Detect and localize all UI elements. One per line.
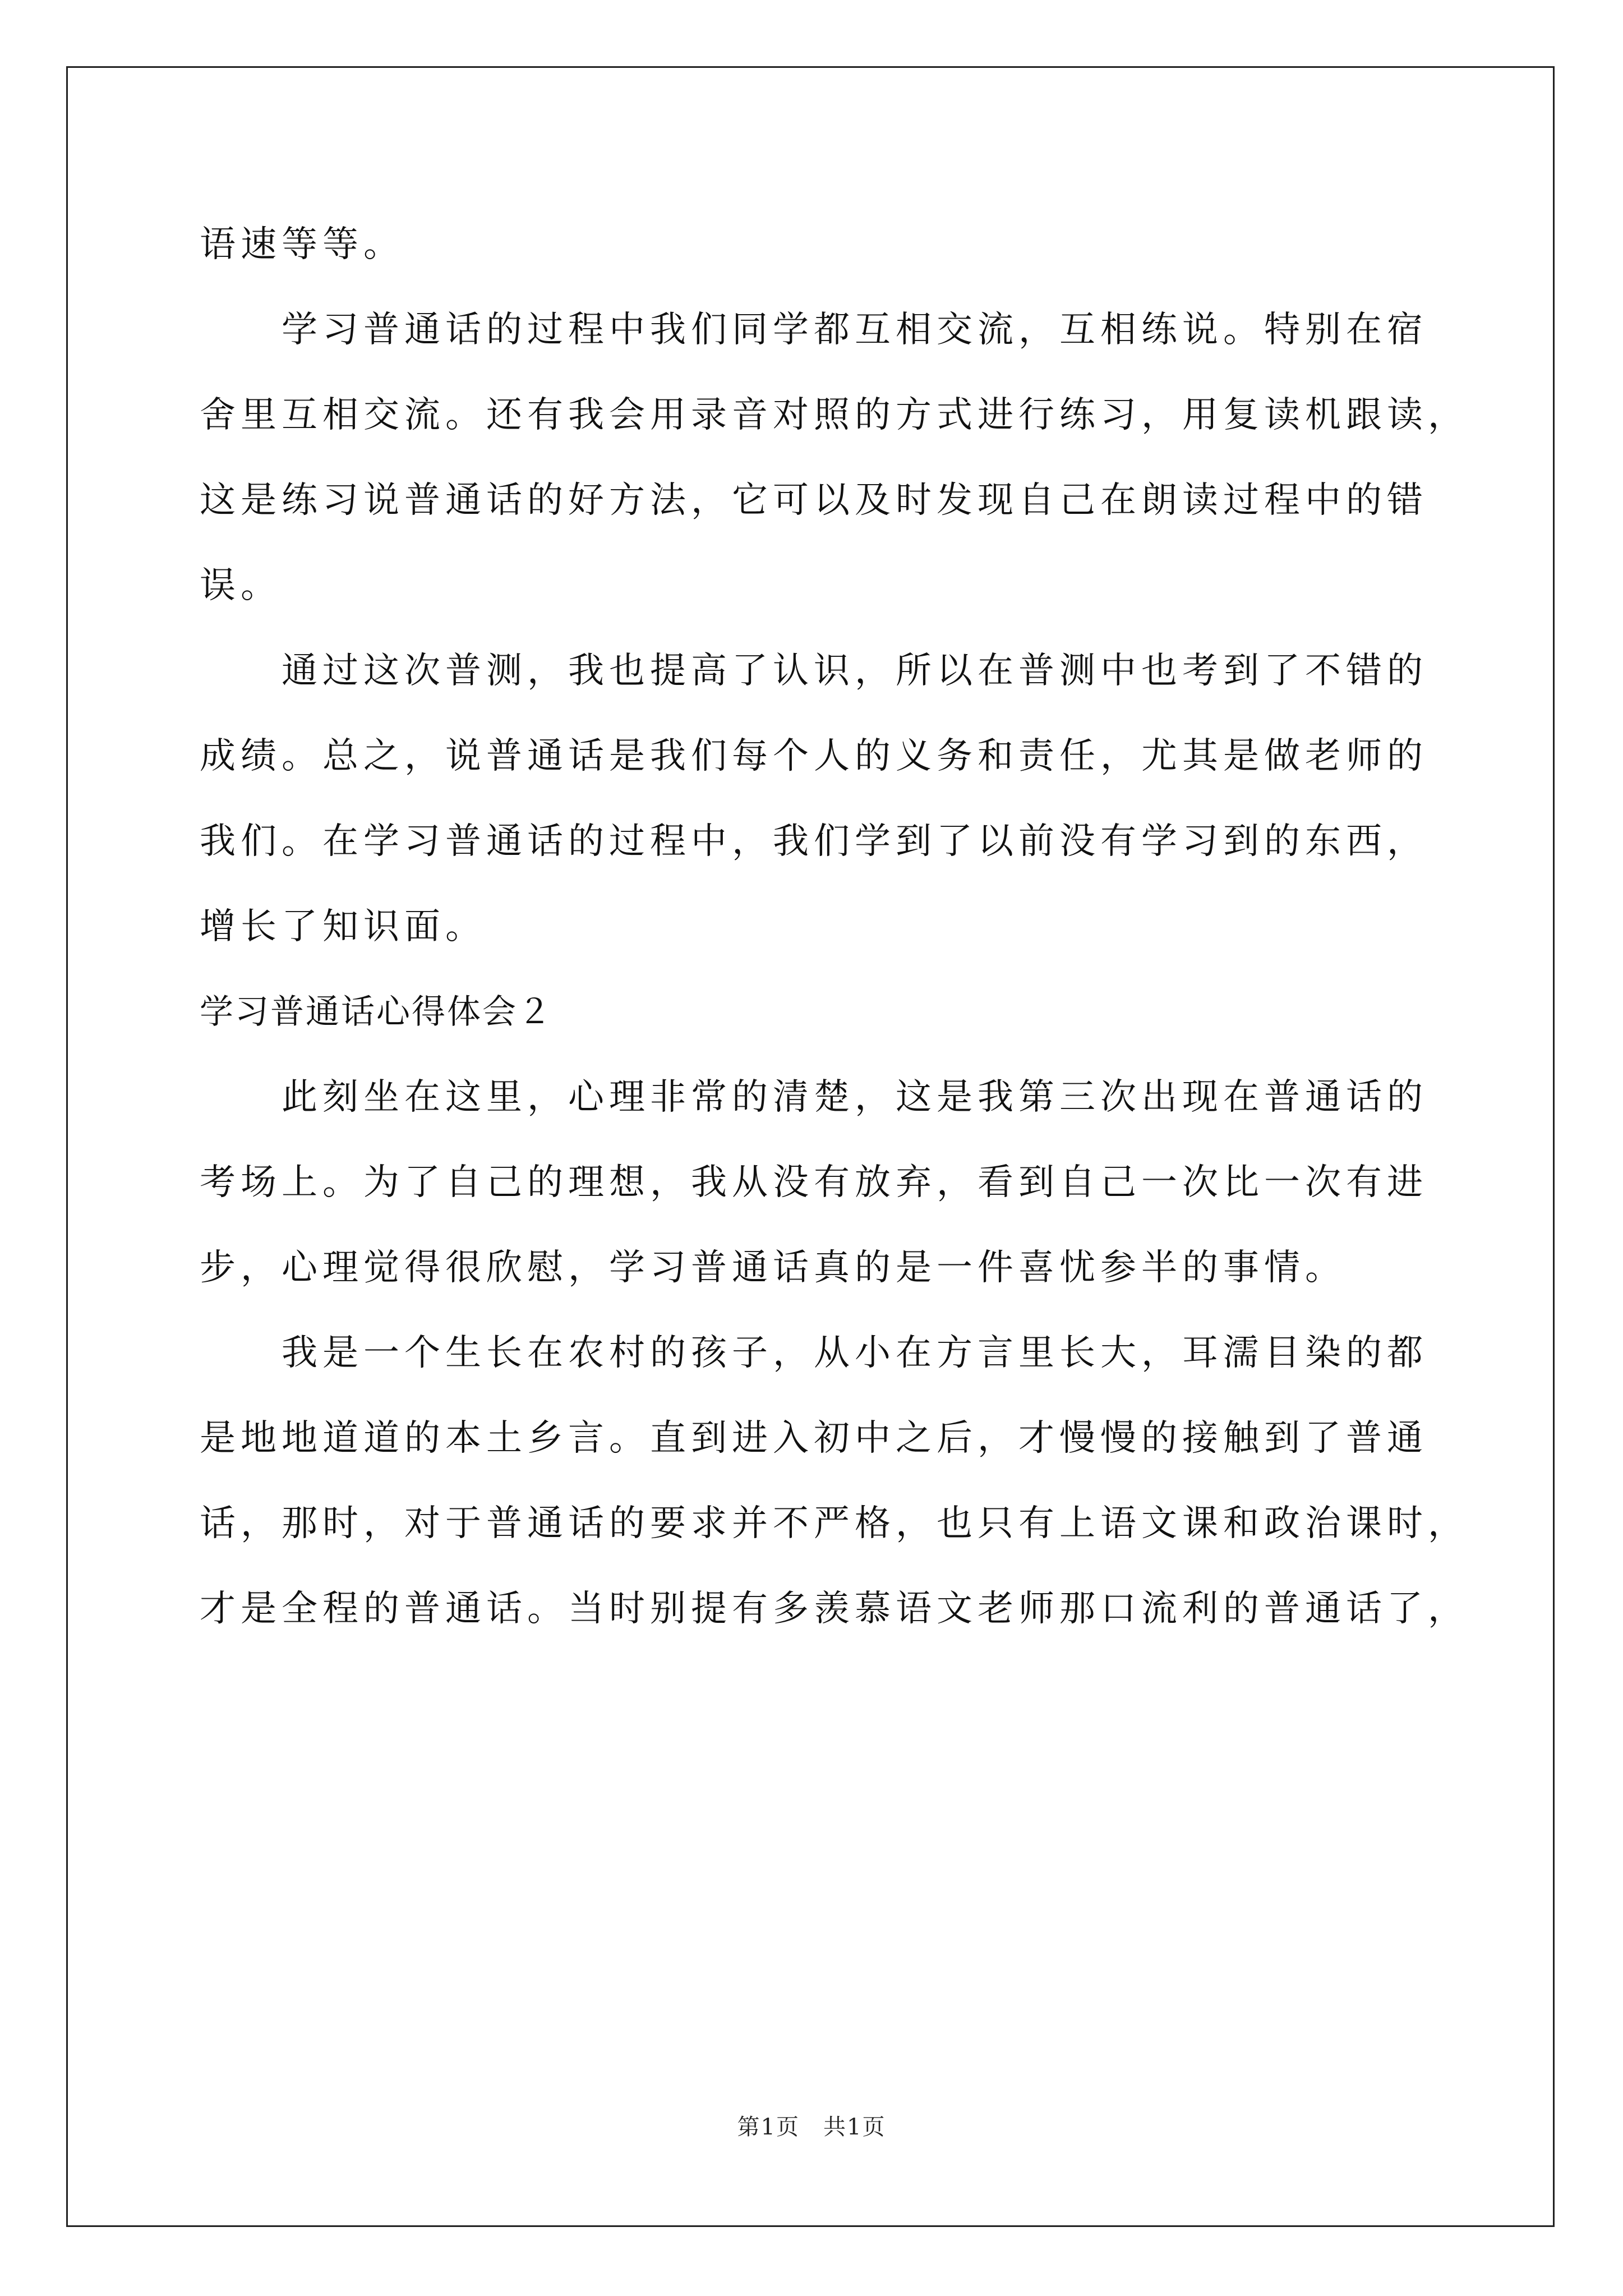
text-line: 舍里互相交流。还有我会用录音对照的方式进行练习，用复读机跟读， [200, 394, 1469, 436]
page-footer: 第1页 共1页 [737, 2114, 886, 2140]
text-line: 这是练习说普通话的好方法，它可以及时发现自己在朗读过程中的错 [200, 480, 1428, 521]
text-line: 误。 [200, 565, 282, 606]
text-line: 是地地道道的本土乡言。直到进入初中之后，才慢慢的接触到了普通 [200, 1418, 1428, 1459]
paragraph-start-line: 我是一个生长在农村的孩子，从小在方言里长大，耳濡目染的都 [282, 1332, 1428, 1374]
text-line: 才是全程的普通话。当时别提有多羡慕语文老师那口流利的普通话了， [200, 1588, 1469, 1630]
document-body [200, 202, 1469, 1651]
text-line: 成绩。总之，说普通话是我们每个人的义务和责任，尤其是做老师的 [200, 735, 1428, 777]
text-line: 增长了知识面。 [200, 906, 486, 947]
text-line: 语速等等。 [200, 224, 404, 265]
paragraph-start-line: 学习普通话的过程中我们同学都互相交流，互相练说。特别在宿 [282, 309, 1428, 351]
paragraph-start-line: 此刻坐在这里，心理非常的清楚，这是我第三次出现在普通话的 [282, 1076, 1428, 1118]
text-line: 考场上。为了自己的理想，我从没有放弃，看到自己一次比一次有进 [200, 1162, 1428, 1203]
text-line: 我们。在学习普通话的过程中，我们学到了以前没有学习到的东西， [200, 821, 1428, 862]
paragraph-start-line: 通过这次普测，我也提高了认识，所以在普测中也考到了不错的 [282, 650, 1428, 692]
section-heading: 学习普通话心得体会２ [200, 992, 553, 1032]
text-line: 步，心理觉得很欣慰，学习普通话真的是一件喜忧参半的事情。 [200, 1247, 1346, 1289]
text-line: 话，那时，对于普通话的要求并不严格，也只有上语文课和政治课时， [200, 1503, 1469, 1544]
